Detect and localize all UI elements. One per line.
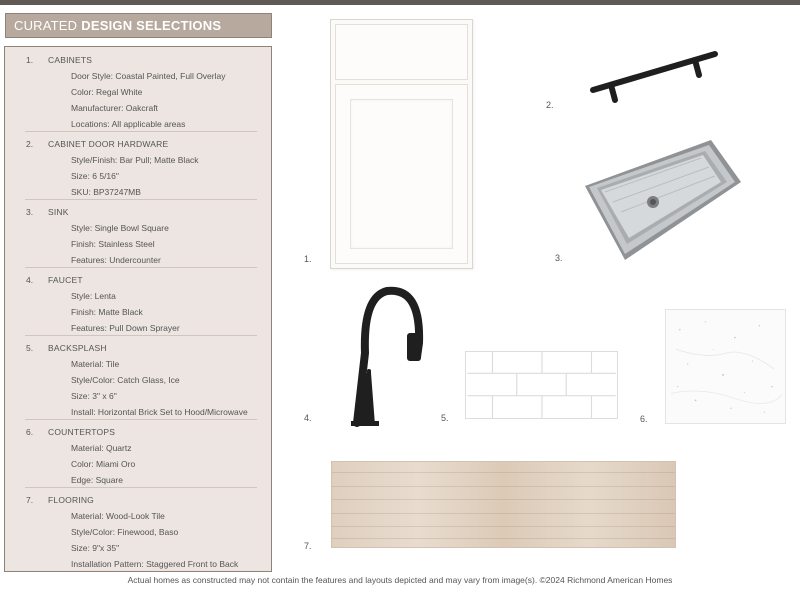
backsplash-tile-image (465, 351, 618, 419)
spec-line: Size: 9"x 35" (71, 543, 120, 553)
spec-line: Material: Tile (71, 359, 120, 369)
top-bar (0, 0, 800, 5)
section-number: 5. (26, 343, 34, 353)
page-title (5, 13, 272, 38)
spec-line: Size: 6 5/16" (71, 171, 119, 181)
spec-line: Style/Color: Finewood, Baso (71, 527, 179, 537)
section-heading: FAUCET (48, 275, 83, 285)
section-number: 7. (26, 495, 34, 505)
spec-line: Locations: All applicable areas (71, 119, 186, 129)
title-light: CURATED (14, 18, 78, 33)
divider (25, 267, 257, 268)
stainless-sink-image (583, 138, 743, 263)
divider (25, 335, 257, 336)
section-heading: COUNTERTOPS (48, 427, 116, 437)
wood-grain (332, 486, 675, 487)
door-recessed-panel (350, 99, 453, 249)
title-bold: DESIGN SELECTIONS (81, 18, 222, 33)
wood-grain (332, 526, 675, 527)
wood-grain (332, 499, 675, 500)
spec-line: Style: Lenta (71, 291, 116, 301)
spec-line: SKU: BP37247MB (71, 187, 141, 197)
faucet-image (335, 283, 430, 428)
divider (25, 131, 257, 132)
wood-look-tile-image (331, 461, 676, 548)
spec-line: Finish: Matte Black (71, 307, 143, 317)
section-number: 2. (26, 139, 34, 149)
section-number: 4. (26, 275, 34, 285)
section-heading: SINK (48, 207, 69, 217)
wood-grain (332, 538, 675, 539)
divider (25, 199, 257, 200)
specifications-panel (4, 46, 272, 572)
product-label-3: 3. (555, 253, 563, 263)
spec-line: Installation Pattern: Staggered Front to Back (71, 559, 239, 569)
spec-line: Door Style: Coastal Painted, Full Overlay (71, 71, 226, 81)
section-number: 3. (26, 207, 34, 217)
section-heading: BACKSPLASH (48, 343, 107, 353)
wood-grain (332, 513, 675, 514)
spec-line: Finish: Stainless Steel (71, 239, 155, 249)
spec-line: Material: Wood-Look Tile (71, 511, 165, 521)
section-heading: FLOORING (48, 495, 94, 505)
spec-line: Install: Horizontal Brick Set to Hood/Microwave (71, 407, 248, 417)
quartz-countertop-image (665, 309, 786, 424)
disclaimer-footer: Actual homes as constructed may not contain the features and layouts depicted and may vary from image(s). ©2024 Richmond American Homes (127, 575, 673, 585)
product-label-1: 1. (304, 254, 312, 264)
product-label-4: 4. (304, 413, 312, 423)
spec-line: Edge: Square (71, 475, 123, 485)
cabinet-door-image (330, 19, 473, 269)
section-number: 6. (26, 427, 34, 437)
spec-line: Manufacturer: Oakcraft (71, 103, 158, 113)
spec-line: Style: Single Bowl Square (71, 223, 169, 233)
spec-line: Color: Regal White (71, 87, 143, 97)
spec-line: Size: 3" x 6" (71, 391, 117, 401)
drawer-front (335, 24, 468, 80)
bar-pull-handle-image (585, 40, 725, 105)
spec-line: Features: Pull Down Sprayer (71, 323, 180, 333)
spec-line: Style/Color: Catch Glass, Ice (71, 375, 180, 385)
spec-line: Material: Quartz (71, 443, 132, 453)
wood-grain (332, 472, 675, 473)
section-heading: CABINETS (48, 55, 93, 65)
divider (25, 419, 257, 420)
product-label-5: 5. (441, 413, 449, 423)
spec-line: Features: Undercounter (71, 255, 161, 265)
product-label-2: 2. (546, 100, 554, 110)
spec-line: Color: Miami Oro (71, 459, 136, 469)
section-number: 1. (26, 55, 34, 65)
door-panel (335, 84, 468, 264)
spec-line: Style/Finish: Bar Pull; Matte Black (71, 155, 199, 165)
product-label-7: 7. (304, 541, 312, 551)
section-heading: CABINET DOOR HARDWARE (48, 139, 169, 149)
divider (25, 487, 257, 488)
product-label-6: 6. (640, 414, 648, 424)
